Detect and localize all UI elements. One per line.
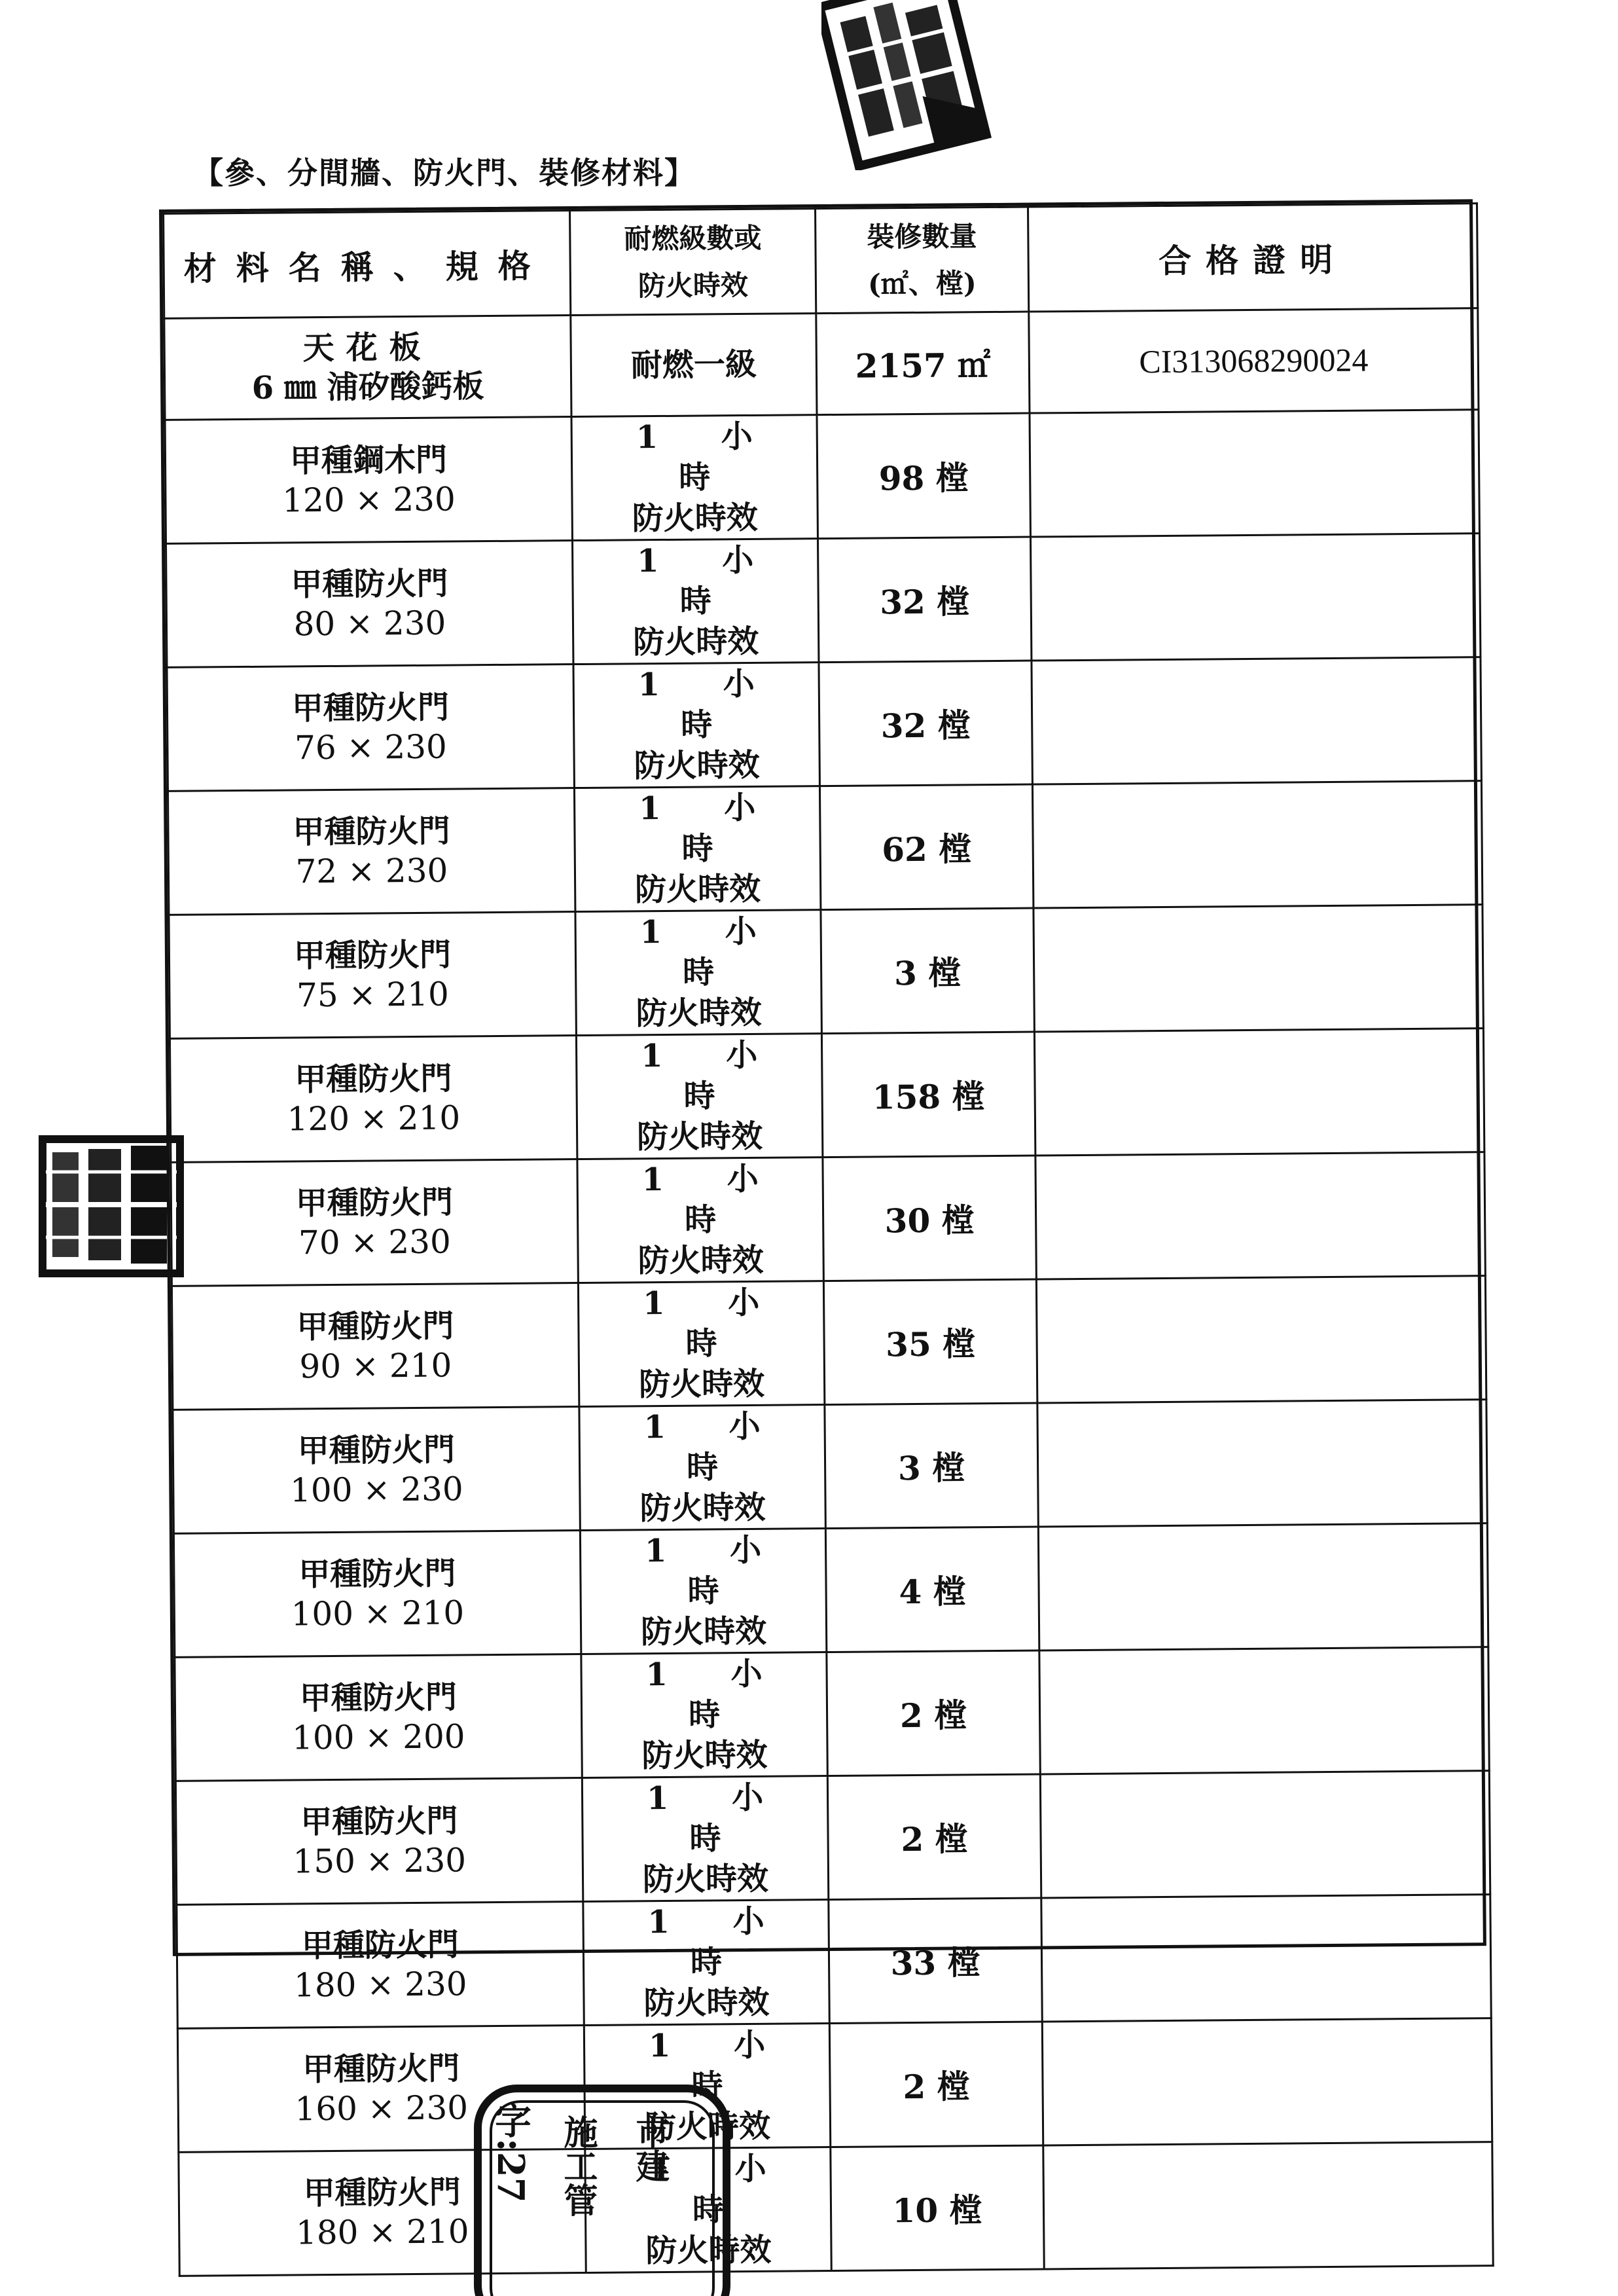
cell-quantity: 98 樘 <box>817 413 1030 539</box>
cell-certificate: CI313068290024 <box>1029 308 1479 413</box>
cell-name: 甲種鋼木門 120 × 230 <box>165 417 572 544</box>
cell-quantity: 32 樘 <box>819 661 1032 786</box>
cell-certificate <box>1030 534 1480 661</box>
cell-quantity: 4 樘 <box>825 1527 1039 1652</box>
cell-fire-rating: 1 小 時 防火時效 <box>573 663 819 788</box>
table-row <box>173 1523 1488 1658</box>
cell-fire-rating: 1 小 時 防火時效 <box>583 1900 829 2026</box>
cell-name: 甲種防火門 70 × 230 <box>171 1159 578 1286</box>
cell-quantity: 32 樘 <box>818 537 1031 663</box>
header-name: 材料名稱、規格 <box>164 211 571 319</box>
table-row <box>173 1400 1487 1534</box>
table-row <box>175 1647 1489 1781</box>
cell-name: 甲種防火門 150 × 230 <box>175 1777 583 1904</box>
cell-fire-rating: 1 小 時 防火時效 <box>584 2024 830 2149</box>
table-row <box>177 2018 1492 2153</box>
cell-fire-rating: 1 小 時 防火時效 <box>585 2147 831 2273</box>
cell-certificate <box>1030 410 1479 537</box>
cell-certificate <box>1036 1276 1486 1403</box>
table-row <box>164 308 1479 420</box>
table-row <box>166 534 1481 668</box>
cell-quantity: 2 樘 <box>827 1650 1040 1776</box>
cell-fire-rating: 1 小 時 防火時效 <box>575 910 821 1036</box>
cell-quantity: 2 樘 <box>829 2022 1043 2147</box>
cell-name: 甲種防火門 75 × 210 <box>169 912 576 1039</box>
table-row <box>171 1276 1486 1410</box>
cell-fire-rating: 1 小 時 防火時效 <box>580 1529 826 1654</box>
cell-name: 甲種防火門 100 × 210 <box>173 1531 581 1658</box>
cell-certificate <box>1040 1771 1490 1898</box>
cell-name: 甲種防火門 100 × 200 <box>175 1654 582 1781</box>
table-row <box>177 1895 1491 2029</box>
table-row <box>165 410 1479 544</box>
header-fire-rating: 耐燃級數或 防火時效 <box>570 209 816 316</box>
cell-name: 天花板 6 ㎜ 浦矽酸鈣板 <box>164 316 571 420</box>
cell-quantity: 30 樘 <box>823 1156 1036 1281</box>
cell-name: 甲種防火門 100 × 230 <box>173 1407 580 1534</box>
stamp-text-line3: 字:27 <box>489 2102 532 2203</box>
cell-certificate <box>1039 1647 1489 1774</box>
table-row <box>179 2142 1493 2276</box>
cell-quantity: 62 樘 <box>819 784 1033 910</box>
cell-certificate <box>1043 2142 1493 2269</box>
cell-certificate <box>1041 1895 1491 2022</box>
cell-name: 甲種防火門 120 × 210 <box>170 1036 577 1163</box>
cell-certificate <box>1032 781 1482 908</box>
cell-quantity: 10 樘 <box>831 2145 1044 2271</box>
cell-quantity: 2157 ㎡ <box>816 312 1030 415</box>
cell-certificate <box>1034 905 1483 1032</box>
table-row <box>170 1029 1484 1163</box>
cell-fire-rating: 1 小 時 防火時效 <box>571 415 818 541</box>
materials-table <box>162 202 1494 2277</box>
cell-name: 甲種防火門 180 × 230 <box>177 1901 584 2028</box>
cell-fire-rating: 耐燃一級 <box>571 314 817 417</box>
cell-name: 甲種防火門 80 × 230 <box>166 541 573 668</box>
cell-quantity: 33 樘 <box>829 1898 1042 2024</box>
cell-fire-rating: 1 小 時 防火時效 <box>574 786 820 912</box>
table-row <box>175 1771 1490 1905</box>
cell-certificate <box>1037 1400 1487 1527</box>
cell-fire-rating: 1 小 時 防火時效 <box>572 539 818 665</box>
cell-certificate <box>1042 2018 1492 2145</box>
cell-name: 甲種防火門 160 × 230 <box>177 2025 584 2152</box>
left-seal-stamp <box>36 1133 187 1283</box>
cell-fire-rating: 1 小 時 防火時效 <box>582 1776 828 1902</box>
stamp-text-line2: 施工管 <box>558 2115 598 2217</box>
cell-certificate <box>1038 1523 1488 1650</box>
cell-quantity: 35 樘 <box>823 1279 1037 1405</box>
table-row <box>167 657 1481 792</box>
cell-quantity: 158 樘 <box>821 1032 1035 1157</box>
cell-quantity: 2 樘 <box>827 1774 1041 1900</box>
header-quantity: 裝修數量 (㎡、樘) <box>816 207 1029 314</box>
cell-name: 甲種防火門 76 × 230 <box>167 665 574 792</box>
table-row <box>168 781 1482 915</box>
table-row <box>169 905 1483 1039</box>
cell-fire-rating: 1 小 時 防火時效 <box>576 1034 822 1159</box>
cell-certificate <box>1035 1152 1485 1279</box>
stamp-text-line1: 市建 <box>630 2115 670 2183</box>
cell-fire-rating: 1 小 時 防火時效 <box>578 1281 824 1407</box>
cell-quantity: 3 樘 <box>825 1403 1038 1529</box>
cell-name: 甲種防火門 180 × 210 <box>179 2149 586 2276</box>
bottom-official-stamp <box>471 2075 733 2296</box>
cell-fire-rating: 1 小 時 防火時效 <box>579 1405 825 1531</box>
cell-name: 甲種防火門 90 × 210 <box>171 1283 579 1410</box>
header-certificate: 合格證明 <box>1028 204 1478 312</box>
cell-name: 甲種防火門 72 × 230 <box>168 788 575 915</box>
section-title: 【參、分間牆、防火門、裝修材料】 <box>193 155 696 191</box>
table-row <box>171 1152 1485 1286</box>
top-seal-stamp <box>821 0 1005 170</box>
cell-certificate <box>1032 657 1481 784</box>
header-row <box>164 204 1478 319</box>
cell-quantity: 3 樘 <box>821 908 1034 1034</box>
cell-fire-rating: 1 小 時 防火時效 <box>577 1157 823 1283</box>
cell-certificate <box>1034 1029 1484 1156</box>
cell-fire-rating: 1 小 時 防火時效 <box>581 1652 827 1778</box>
